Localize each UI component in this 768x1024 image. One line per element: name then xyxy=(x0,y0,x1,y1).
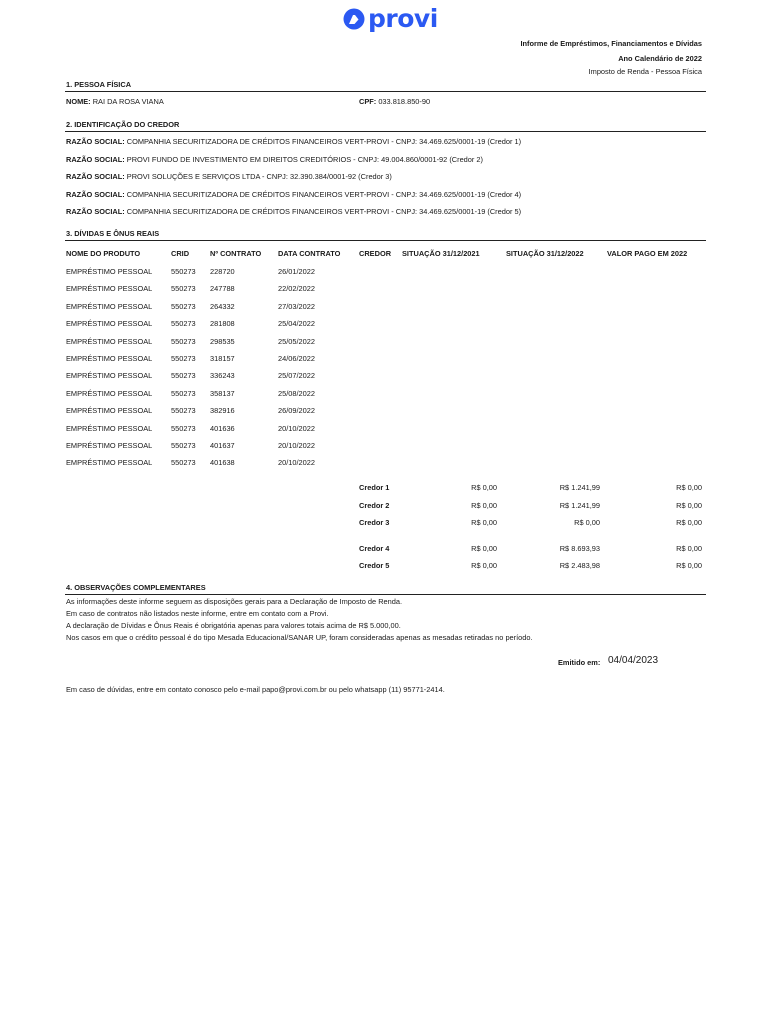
razao-social-label: RAZÃO SOCIAL: xyxy=(66,172,125,181)
cpf-label: CPF: xyxy=(359,97,377,106)
total-value: R$ 0,00 xyxy=(471,483,497,492)
section4-divider xyxy=(65,594,706,595)
section2-title: 2. IDENTIFICAÇÃO DO CREDOR xyxy=(66,120,180,129)
table-cell: 247788 xyxy=(210,284,235,294)
table-cell: EMPRÉSTIMO PESSOAL xyxy=(66,284,153,294)
observation-line: As informações deste informe seguem as disposições gerais para a Declaração de Imposto de Renda. xyxy=(66,597,403,606)
creditor-item xyxy=(66,155,483,164)
section4-title: 4. OBSERVAÇÕES COMPLEMENTARES xyxy=(66,583,206,592)
table-cell: 27/03/2022 xyxy=(278,301,315,311)
table-cell: EMPRÉSTIMO PESSOAL xyxy=(66,267,153,276)
table-cell: EMPRÉSTIMO PESSOAL xyxy=(66,441,153,450)
razao-social-label: RAZÃO SOCIAL: xyxy=(66,189,125,199)
table-row xyxy=(0,354,768,366)
table-row xyxy=(0,389,768,401)
section1-divider xyxy=(65,91,706,92)
table-row xyxy=(0,337,768,349)
column-header: CREDOR xyxy=(359,249,392,258)
table-cell: 401638 xyxy=(210,458,235,468)
total-row xyxy=(0,518,768,530)
column-header: Nº CONTRATO xyxy=(210,249,262,258)
total-label: Credor 5 xyxy=(359,561,390,570)
total-value: R$ 1.241,99 xyxy=(559,483,600,492)
table-cell: 336243 xyxy=(210,371,235,381)
table-cell: 26/01/2022 xyxy=(278,267,315,276)
table-cell: EMPRÉSTIMO PESSOAL xyxy=(66,388,153,398)
section1-title: 1. PESSOA FÍSICA xyxy=(66,80,132,89)
table-row xyxy=(0,458,768,470)
total-label: Credor 2 xyxy=(359,501,390,510)
creditor-text: COMPANHIA SECURITIZADORA DE CRÉDITOS FINANCEIROS VERT-PROVI - CNPJ: 34.469.625/0001-19 (Credor 1) xyxy=(126,137,522,146)
table-row xyxy=(0,319,768,331)
table-cell: 25/07/2022 xyxy=(278,371,315,381)
nome-value: RAI DA ROSA VIANA xyxy=(92,97,164,106)
table-cell: 22/02/2022 xyxy=(278,284,315,294)
total-value: R$ 0,00 xyxy=(676,483,702,492)
total-value: R$ 0,00 xyxy=(471,561,497,570)
razao-social-label: RAZÃO SOCIAL: xyxy=(66,154,125,164)
table-cell: 550273 xyxy=(171,267,196,276)
doc-subtitle: Imposto de Renda - Pessoa Física xyxy=(588,67,702,76)
doc-year: Ano Calendário de 2022 xyxy=(618,54,702,63)
table-cell: 358137 xyxy=(210,388,235,398)
creditor-item xyxy=(66,137,521,146)
creditor-item xyxy=(66,190,521,199)
nome-row xyxy=(66,97,164,106)
table-row xyxy=(0,302,768,314)
table-row xyxy=(0,267,768,279)
total-value: R$ 1.241,99 xyxy=(559,501,600,510)
table-cell: 550273 xyxy=(171,406,196,416)
column-header: DATA CONTRATO xyxy=(278,249,341,258)
creditor-text: PROVI FUNDO DE INVESTIMENTO EM DIREITOS CREDITÓRIOS - CNPJ: 49.004.860/0001-92 (Credor 2) xyxy=(126,154,483,164)
table-cell: 550273 xyxy=(171,336,196,346)
emitido-label: Emitido em: xyxy=(558,658,601,667)
total-label: Credor 1 xyxy=(359,483,390,492)
table-cell: 20/10/2022 xyxy=(278,441,315,450)
creditor-text: COMPANHIA SECURITIZADORA DE CRÉDITOS FINANCEIROS VERT-PROVI - CNPJ: 34.469.625/0001-19 (Credor 5) xyxy=(126,207,522,216)
total-label: Credor 3 xyxy=(359,518,390,527)
provi-logo xyxy=(342,4,438,34)
total-value: R$ 8.693,93 xyxy=(559,544,600,553)
table-cell: 228720 xyxy=(210,267,235,276)
table-cell: 25/08/2022 xyxy=(278,388,315,398)
section3-title: 3. DÍVIDAS E ÔNUS REAIS xyxy=(66,229,160,238)
table-cell: 382916 xyxy=(210,406,235,416)
column-header: NOME DO PRODUTO xyxy=(66,249,141,258)
total-value: R$ 0,00 xyxy=(471,518,497,527)
table-cell: 264332 xyxy=(210,301,235,311)
column-header: VALOR PAGO EM 2022 xyxy=(607,249,688,258)
table-row xyxy=(0,424,768,436)
total-value: R$ 0,00 xyxy=(676,518,702,527)
table-cell: 550273 xyxy=(171,388,196,398)
table-cell: 25/04/2022 xyxy=(278,319,315,329)
creditor-text: COMPANHIA SECURITIZADORA DE CRÉDITOS FINANCEIROS VERT-PROVI - CNPJ: 34.469.625/0001-19 (Credor 4) xyxy=(126,189,522,199)
razao-social-label: RAZÃO SOCIAL: xyxy=(66,207,125,216)
total-row xyxy=(0,501,768,513)
table-cell: EMPRÉSTIMO PESSOAL xyxy=(66,371,153,381)
table-cell: EMPRÉSTIMO PESSOAL xyxy=(66,336,153,346)
table-row xyxy=(0,406,768,418)
table-cell: EMPRÉSTIMO PESSOAL xyxy=(66,301,153,311)
table-cell: 550273 xyxy=(171,284,196,294)
table-row xyxy=(0,441,768,453)
observation-line: A declaração de Dívidas e Ônus Reais é obrigatória apenas para valores totais acima de R$ 5.000,00. xyxy=(66,621,401,630)
table-cell: 550273 xyxy=(171,423,196,433)
table-cell: 20/10/2022 xyxy=(278,423,315,433)
observation-line: Em caso de contratos não listados neste informe, entre em contato com a Provi. xyxy=(66,609,329,618)
table-cell: 318157 xyxy=(210,354,235,363)
contact-note: Em caso de dúvidas, entre em contato conosco pelo e-mail papo@provi.com.br ou pelo whatsapp (11) 95771-2414. xyxy=(66,685,445,694)
table-cell: 24/06/2022 xyxy=(278,354,315,363)
table-cell: 550273 xyxy=(171,371,196,381)
total-value: R$ 0,00 xyxy=(471,544,497,553)
total-value: R$ 0,00 xyxy=(676,501,702,510)
total-row xyxy=(0,483,768,495)
section3-divider xyxy=(65,240,706,241)
table-cell: 550273 xyxy=(171,319,196,329)
total-value: R$ 0,00 xyxy=(471,501,497,510)
cpf-row xyxy=(359,97,430,106)
column-header: CRID xyxy=(171,249,190,258)
total-label: Credor 4 xyxy=(359,544,390,553)
table-cell: 281808 xyxy=(210,319,235,329)
total-value: R$ 0,00 xyxy=(574,518,600,527)
total-value: R$ 2.483,98 xyxy=(559,561,600,570)
total-row xyxy=(0,544,768,556)
cpf-value: 033.818.850-90 xyxy=(378,97,431,106)
total-value: R$ 0,00 xyxy=(676,544,702,553)
table-row xyxy=(0,371,768,383)
table-cell: 25/05/2022 xyxy=(278,336,315,346)
razao-social-label: RAZÃO SOCIAL: xyxy=(66,137,125,146)
emitido-value: 04/04/2023 xyxy=(608,655,659,666)
column-header: SITUAÇÃO 31/12/2021 xyxy=(402,249,480,258)
observation-line: Nos casos em que o crédito pessoal é do tipo Mesada Educacional/SANAR UP, foram consideradas apenas as mesadas retiradas no período. xyxy=(66,633,533,642)
table-row xyxy=(0,284,768,296)
column-header: SITUAÇÃO 31/12/2022 xyxy=(506,249,584,258)
creditor-item xyxy=(66,207,521,216)
creditor-text: PROVI SOLUÇÕES E SERVIÇOS LTDA - CNPJ: 32.390.384/0001-92 (Credor 3) xyxy=(126,172,392,181)
provi-logo-icon xyxy=(342,7,366,31)
total-value: R$ 0,00 xyxy=(676,561,702,570)
doc-title: Informe de Empréstimos, Financiamentos e Dívidas xyxy=(520,39,702,48)
table-cell: 550273 xyxy=(171,441,196,450)
table-cell: 26/09/2022 xyxy=(278,406,315,416)
total-row xyxy=(0,561,768,573)
table-cell: 401637 xyxy=(210,441,235,450)
table-cell: EMPRÉSTIMO PESSOAL xyxy=(66,406,153,416)
nome-label: NOME: xyxy=(66,97,91,106)
section2-divider xyxy=(65,131,706,132)
brand-name: provi xyxy=(368,4,438,33)
table-cell: 550273 xyxy=(171,354,196,363)
table-cell: 20/10/2022 xyxy=(278,458,315,468)
table-cell: 550273 xyxy=(171,458,196,468)
creditor-item xyxy=(66,172,392,181)
table-cell: 550273 xyxy=(171,301,196,311)
table-cell: EMPRÉSTIMO PESSOAL xyxy=(66,423,153,433)
table-cell: 401636 xyxy=(210,423,235,433)
table-cell: EMPRÉSTIMO PESSOAL xyxy=(66,354,153,363)
table-cell: 298535 xyxy=(210,336,235,346)
table-cell: EMPRÉSTIMO PESSOAL xyxy=(66,458,153,468)
table-cell: EMPRÉSTIMO PESSOAL xyxy=(66,319,153,329)
